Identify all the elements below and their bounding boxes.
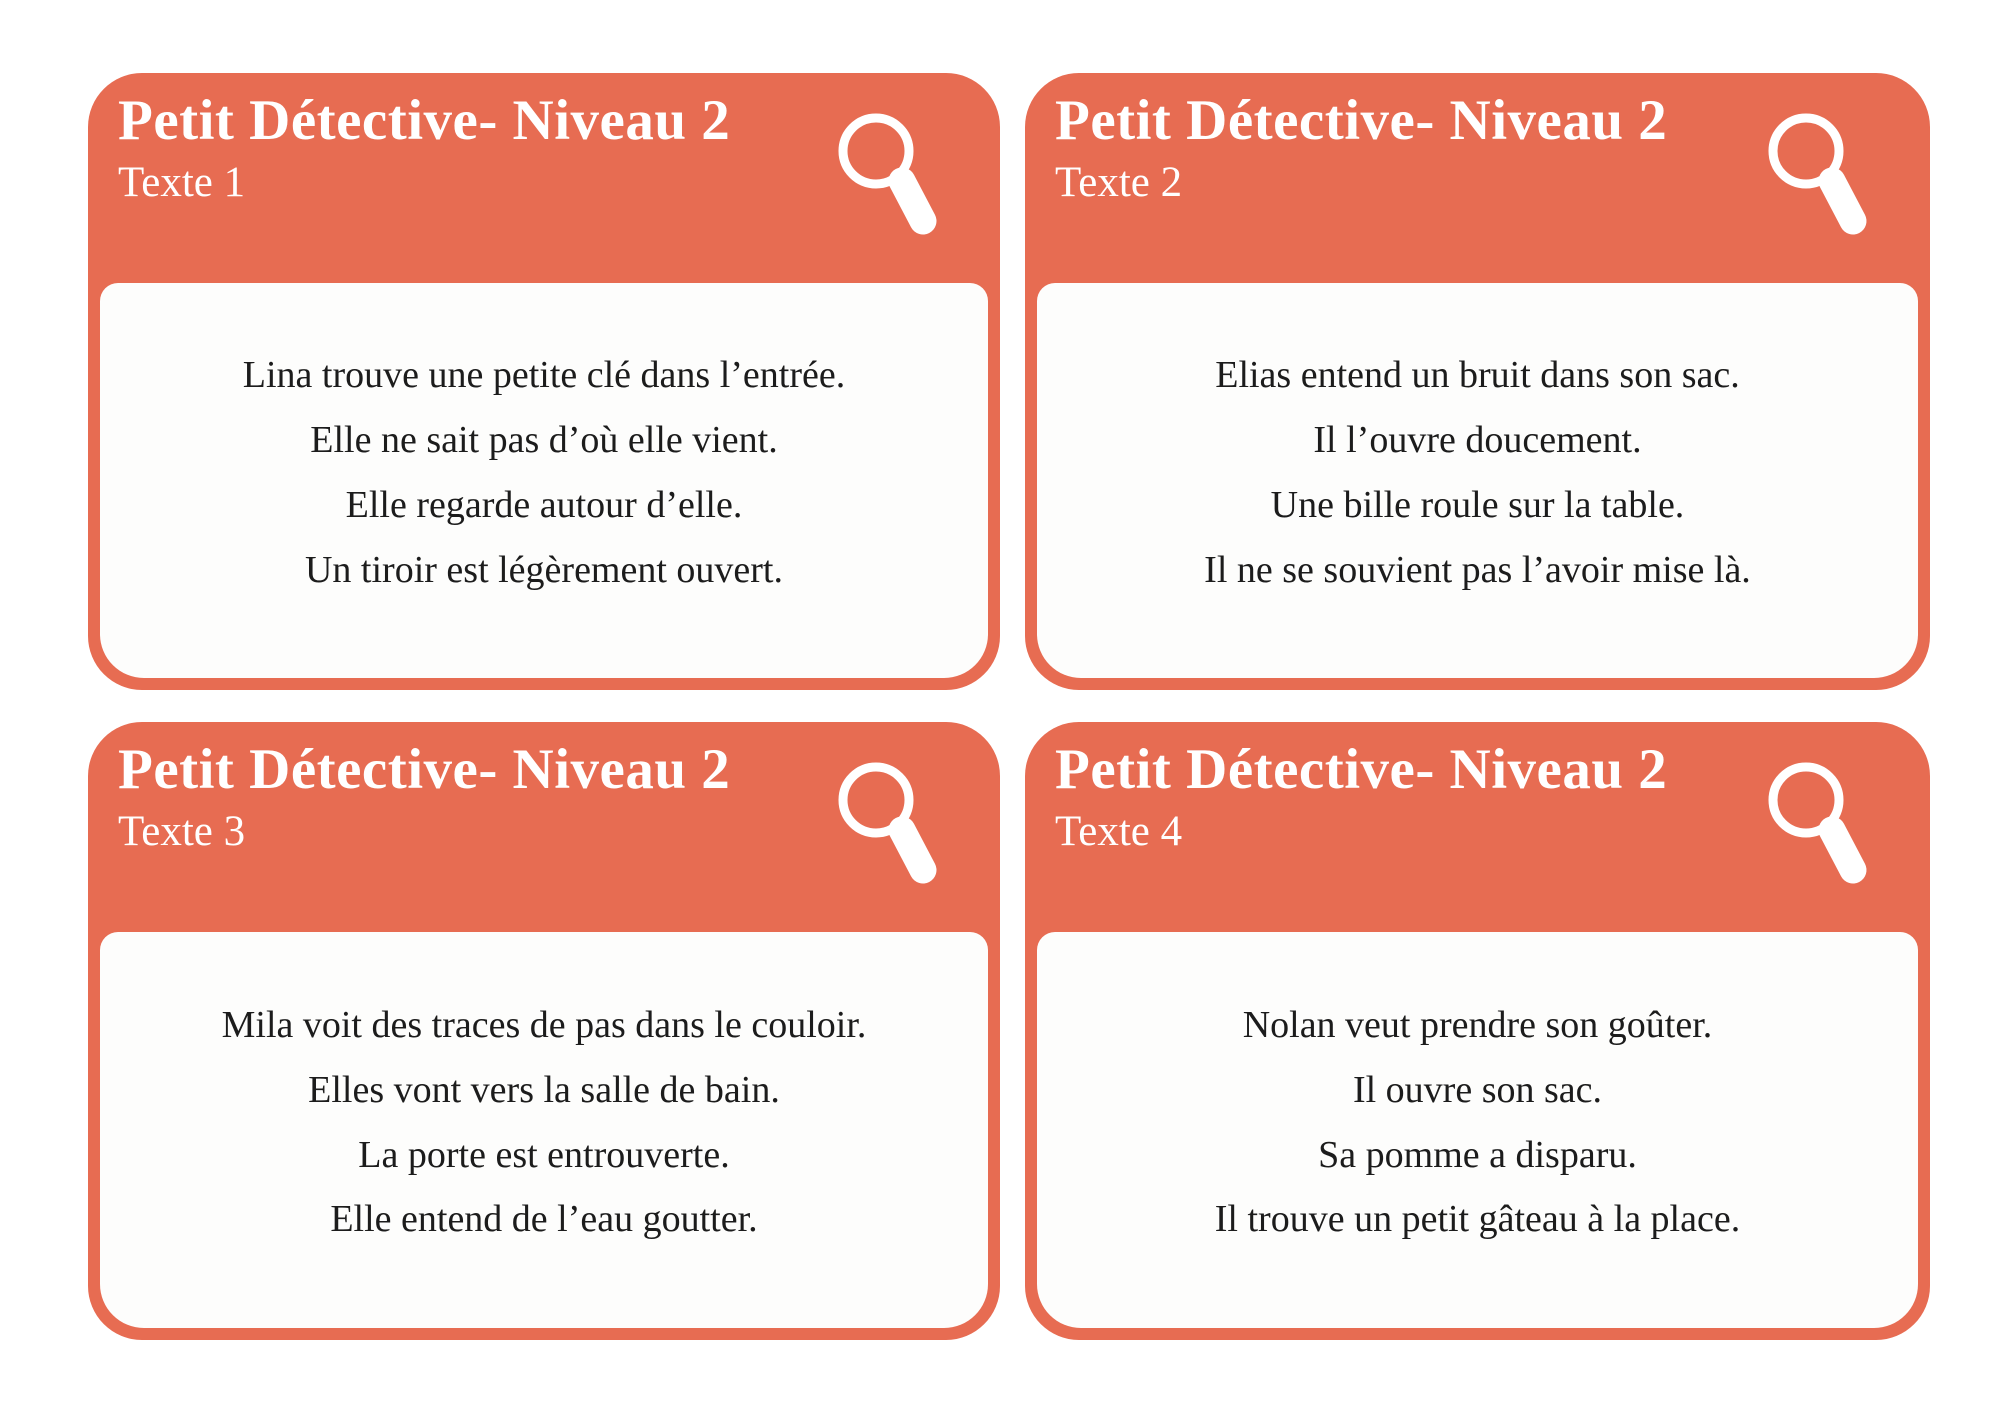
text-line: Il ne se souvient pas l’avoir mise là.	[1204, 548, 1751, 591]
magnifier-icon	[836, 758, 948, 906]
text-line: Mila voit des traces de pas dans le couloir.	[221, 1003, 867, 1046]
card-body	[1037, 932, 1918, 1328]
text-line: Elle entend de l’eau goutter.	[330, 1198, 758, 1241]
card-subtitle: Texte 4	[1055, 807, 1183, 855]
card-header-text	[118, 738, 730, 855]
card-header-text	[1055, 738, 1667, 855]
card-texte-4	[1025, 722, 1930, 1340]
text-line: Elles vont vers la salle de bain.	[308, 1068, 780, 1111]
card-title: Petit Détective- Niveau 2	[118, 738, 731, 801]
text-line: Une bille roule sur la table.	[1270, 484, 1685, 526]
text-line: La porte est entrouverte.	[358, 1133, 730, 1176]
card-header-text	[118, 89, 730, 206]
card-subtitle: Texte 1	[118, 158, 246, 206]
text-line: Nolan veut prendre son goûter.	[1242, 1003, 1713, 1046]
card-title: Petit Détective- Niveau 2	[118, 89, 731, 152]
text-line: Elle regarde autour d’elle.	[345, 484, 743, 526]
text-line: Il l’ouvre doucement.	[1313, 419, 1642, 462]
card-subtitle: Texte 3	[118, 807, 246, 855]
text-line: Un tiroir est légèrement ouvert.	[304, 548, 783, 591]
card-header-text	[1055, 89, 1667, 206]
card-header	[1037, 73, 1918, 283]
text-line: Elle ne sait pas d’où elle vient.	[310, 419, 778, 462]
card-title: Petit Détective- Niveau 2	[1055, 738, 1668, 801]
magnifier-icon	[1766, 109, 1878, 257]
card-texte-3	[88, 722, 1000, 1340]
card-subtitle: Texte 2	[1055, 158, 1183, 206]
card-header	[100, 722, 988, 932]
card-body	[100, 283, 988, 678]
card-header	[1037, 722, 1918, 932]
card-title: Petit Détective- Niveau 2	[1055, 89, 1668, 152]
magnifier-icon	[1766, 758, 1878, 906]
card-header	[100, 73, 988, 283]
text-line: Sa pomme a disparu.	[1318, 1133, 1637, 1176]
text-line: Il ouvre son sac.	[1352, 1068, 1603, 1111]
card-texte-1	[88, 73, 1000, 690]
text-line: Elias entend un bruit dans son sac.	[1215, 354, 1740, 397]
magnifier-icon	[836, 109, 948, 257]
text-line: Il trouve un petit gâteau à la place.	[1214, 1198, 1741, 1241]
card-body	[100, 932, 988, 1328]
text-line: Lina trouve une petite clé dans l’entrée.	[242, 354, 846, 397]
card-texte-2	[1025, 73, 1930, 690]
card-body	[1037, 283, 1918, 678]
